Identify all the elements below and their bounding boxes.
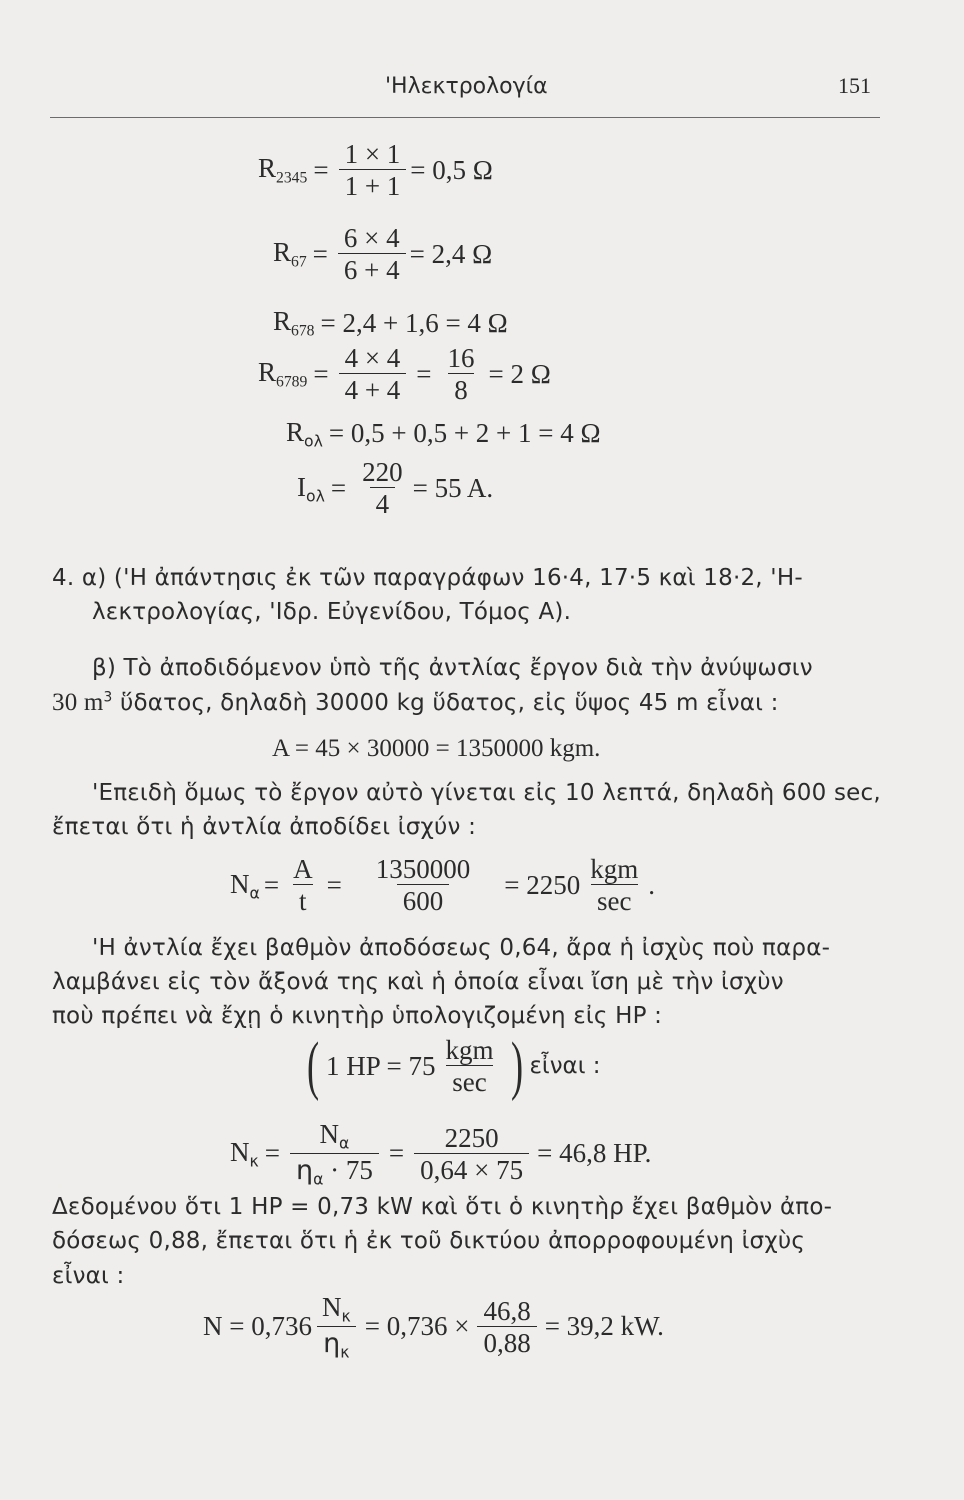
equation-r-total: $R_{o\lambda}$ = 0,5 + 0,5 + 2 + 1 = 4 Ω [286,417,601,451]
page-number: 151 [838,73,871,98]
fraction: $\frac{220}{4}$ [362,457,403,520]
answer-beta-line-1: β) Τὸ ἀποδιδόμενον ὑπὸ τῆς ἀντλίας ἔργον διὰ τὴν ἀνύψωσιν [92,655,813,681]
equation-pump-power: $N_\alpha$ = $\frac{A}{t}$ = $\frac{1350000}{600}$ = 2250 $\frac{\text{kgm}}{\sec}$ . [230,854,656,917]
equation-final-power: N = 0,736 $\frac{N_\kappa}{\eta_\kappa}$ = 0,736 × $\frac{46,8}{0,88}$ = 39,2 kW. [203,1292,664,1362]
fraction: $\frac{A}{t}$ [293,854,313,917]
since-line-2: ἔπεται ὅτι ἡ ἀντλία ἀποδίδει ἰσχύν : [52,814,477,840]
pump-line-3: ποὺ πρέπει νὰ ἔχῃ ὁ κινητὴρ ὑπολογιζομένη εἰς HP : [52,1003,663,1029]
fraction: $\frac{1 \times 1}{1 + 1}$ [339,140,407,201]
equation-work: A = 45 × 30000 = 1350000 kgm. [272,735,601,762]
given-line-3: εἶναι : [52,1263,125,1289]
fraction: $\frac{4 \times 4}{4 + 4}$ [339,344,407,405]
running-header-title: 'Ηλεκτρολογία [385,74,548,99]
given-line-2: δόσεως 0,88, ἔπεται ὅτι ἡ ἐκ τοῦ δικτύου ἀπορροφουμένη ἰσχὺς [52,1228,806,1254]
answer-alpha-line-2: λεκτρολογίας, 'Ιδρ. Εὐγενίδου, Τόμος Α). [92,599,572,625]
fraction: $\frac{2250}{0,64 \times 75}$ [414,1124,529,1185]
unit-fraction: $\frac{\text{kgm}}{\sec}$ [590,854,639,917]
pump-line-2: λαμβάνει εἰς τὸν ἄξονά της καὶ ἡ ὁποία εἶναι ἴση μὲ τὴν ἰσχὺν [52,969,784,995]
header-rule [50,117,880,118]
eq-result: = 2,4 Ω [409,238,493,269]
equation-hp-definition: ( 1 HP = 75 $\frac{\text{kgm}}{\sec}$ ) εἶναι : [306,1029,601,1102]
eq-result: = 0,5 Ω [410,154,493,185]
given-line-1: Δεδομένου ὅτι 1 HP = 0,73 kW καὶ ὅτι ὁ κινητὴρ ἔχει βαθμὸν ἀπο- [52,1194,833,1220]
fraction: $\frac{6 \times 4}{6 + 4}$ [338,224,406,285]
fraction: $\frac{N_\kappa}{\eta_\kappa}$ [316,1293,357,1361]
pump-line-1: 'Η ἀντλία ἔχει βαθμὸν ἀποδόσεως 0,64, ἄρα ἡ ἰσχὺς ποὺ παρα- [92,935,831,961]
fraction: $\frac{1350000}{600}$ [375,854,471,917]
unit-fraction: $\frac{\text{kgm}}{\sec}$ [445,1034,494,1097]
equation-r678: $R_{678}$ = 2,4 + 1,6 = 4 Ω [273,306,508,340]
fraction: $\frac{N_\alpha}{\eta_\alpha \cdot 75}$ [290,1120,379,1188]
answer-beta-line-2: 30 $m^3$ ὕδατος, δηλαδὴ 30000 kg ὕδατος, εἰς ὕψος 45 m εἶναι : [52,689,779,716]
answer-alpha-line-1: 4. α) ('Η ἀπάντησις ἐκ τῶν παραγράφων 16·4, 17·5 καὶ 18·2, 'Η- [52,565,803,591]
equation-motor-power: $N_\kappa$ = $\frac{N_\alpha}{\eta_\alpha \cdot 75}$ = $\frac{2250}{0,64 \times 75}$ = 46,8 HP. [230,1119,652,1189]
equation-i-total: $I_{o\lambda}$ = $\frac{220}{4}$ = 55 A. [297,457,494,520]
equation-r6789: $R_{6789}$ = $\frac{4 \times 4}{4 + 4}$ = $\frac{16}{8}$ = 2 Ω [258,343,551,406]
since-line-1: 'Επειδὴ ὅμως τὸ ἔργον αὐτὸ γίνεται εἰς 10 λεπτά, δηλαδὴ 600 sec, [92,780,881,806]
fraction: $\frac{16}{8}$ [447,343,475,406]
eq-lhs: $R_{2345}$ [258,153,308,187]
equation-r67: $R_{67}$ = $\frac{6 \times 4}{6 + 4}$ = 2,4 Ω [273,223,493,286]
equation-r2345: $R_{2345}$ = $\frac{1 \times 1}{1 + 1}$ = 0,5 Ω [258,139,493,202]
fraction: $\frac{46,8}{0,88}$ [477,1297,536,1358]
